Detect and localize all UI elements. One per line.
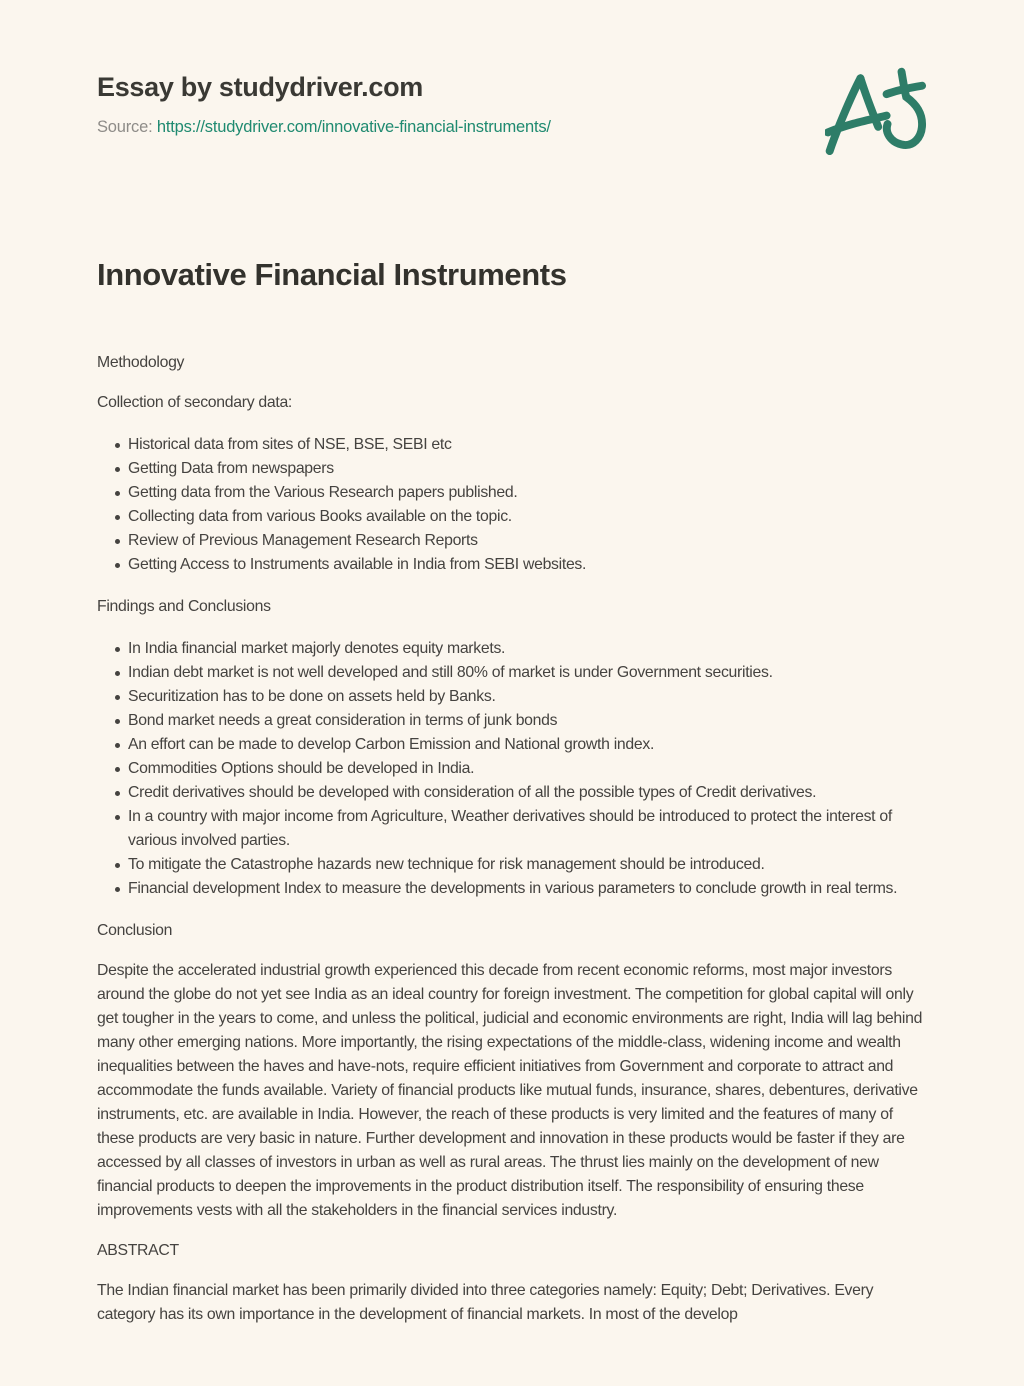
list-item: Credit derivatives should be developed with consideration of all the possible types of Credit derivatives. [97, 781, 930, 805]
list-item: Collecting data from various Books available on the topic. [97, 505, 930, 529]
list-item: Getting Access to Instruments available in India from SEBI websites. [97, 553, 930, 577]
list-item: Financial development Index to measure the developments in various parameters to conclude growth in real terms. [97, 877, 930, 901]
findings-heading: Findings and Conclusions [97, 598, 271, 615]
conclusion-paragraph: Despite the accelerated industrial growth experienced this decade from recent economic reforms, most major investors around the globe do not yet see India as an ideal country for foreign investment. The competition for global capital will only get tougher in the years to come, and unless the political, judicial and economic environments are right, India will lag behind many other emerging nations. More importantly, the rising expectations of the middle-class, widening income and wealth inequalities between the haves and have-nots, require efficient initiatives from Government and corporate to attract and accommodate the funds available. Variety of financial products like mutual funds, insurance, shares, debentures, derivative instruments, etc. are available in India. However, the reach of these products is very limited and the features of many of these products are very basic in nature. Further development and innovation in these products would be faster if they are accessed by all classes of investors in urban as well as rural areas. The thrust lies mainly on the development of new financial products to deepen the improvements in the product distribution itself. The responsibility of ensuring these improvements vests with all the stakeholders in the financial services industry. [97, 962, 923, 1219]
methodology-heading: Methodology [97, 354, 185, 371]
source-label: Source: [97, 118, 153, 136]
list-item: An effort can be made to develop Carbon Emission and National growth index. [97, 733, 930, 757]
list-item: Historical data from sites of NSE, BSE, SEBI etc [97, 433, 930, 457]
list-item: Bond market needs a great consideration in terms of junk bonds [97, 709, 930, 733]
methodology-list [97, 433, 930, 577]
list-item: Review of Previous Management Research Reports [97, 529, 930, 553]
findings-list [97, 637, 930, 901]
list-item: Securitization has to be done on assets held by Banks. [97, 685, 930, 709]
source-link[interactable]: https://studydriver.com/innovative-financial-instruments/ [156, 118, 551, 136]
source-line [97, 118, 930, 137]
abstract-heading: ABSTRACT [97, 1242, 179, 1259]
list-item: Indian debt market is not well developed and still 80% of market is under Government securities. [97, 661, 930, 685]
essay-title: Innovative Financial Instruments [97, 257, 567, 292]
list-item: Getting Data from newspapers [97, 457, 930, 481]
list-item: To mitigate the Catastrophe hazards new technique for risk management should be introduced. [97, 853, 930, 877]
list-item: In a country with major income from Agriculture, Weather derivatives should be introduced to protect the interest of various involved parties. [97, 805, 930, 853]
list-item: Getting data from the Various Research papers published. [97, 481, 930, 505]
a-plus-logo-icon [825, 57, 937, 177]
conclusion-heading: Conclusion [97, 922, 173, 939]
page-title: Essay by studydriver.com [97, 72, 423, 102]
abstract-paragraph: The Indian financial market has been primarily divided into three categories namely: Equity; Debt; Derivatives. Every category has its own importance in the development of financial markets. In most of the develop [97, 1282, 874, 1323]
list-item: In India financial market majorly denotes equity markets. [97, 637, 930, 661]
collection-heading: Collection of secondary data: [97, 394, 293, 411]
list-item: Commodities Options should be developed in India. [97, 757, 930, 781]
